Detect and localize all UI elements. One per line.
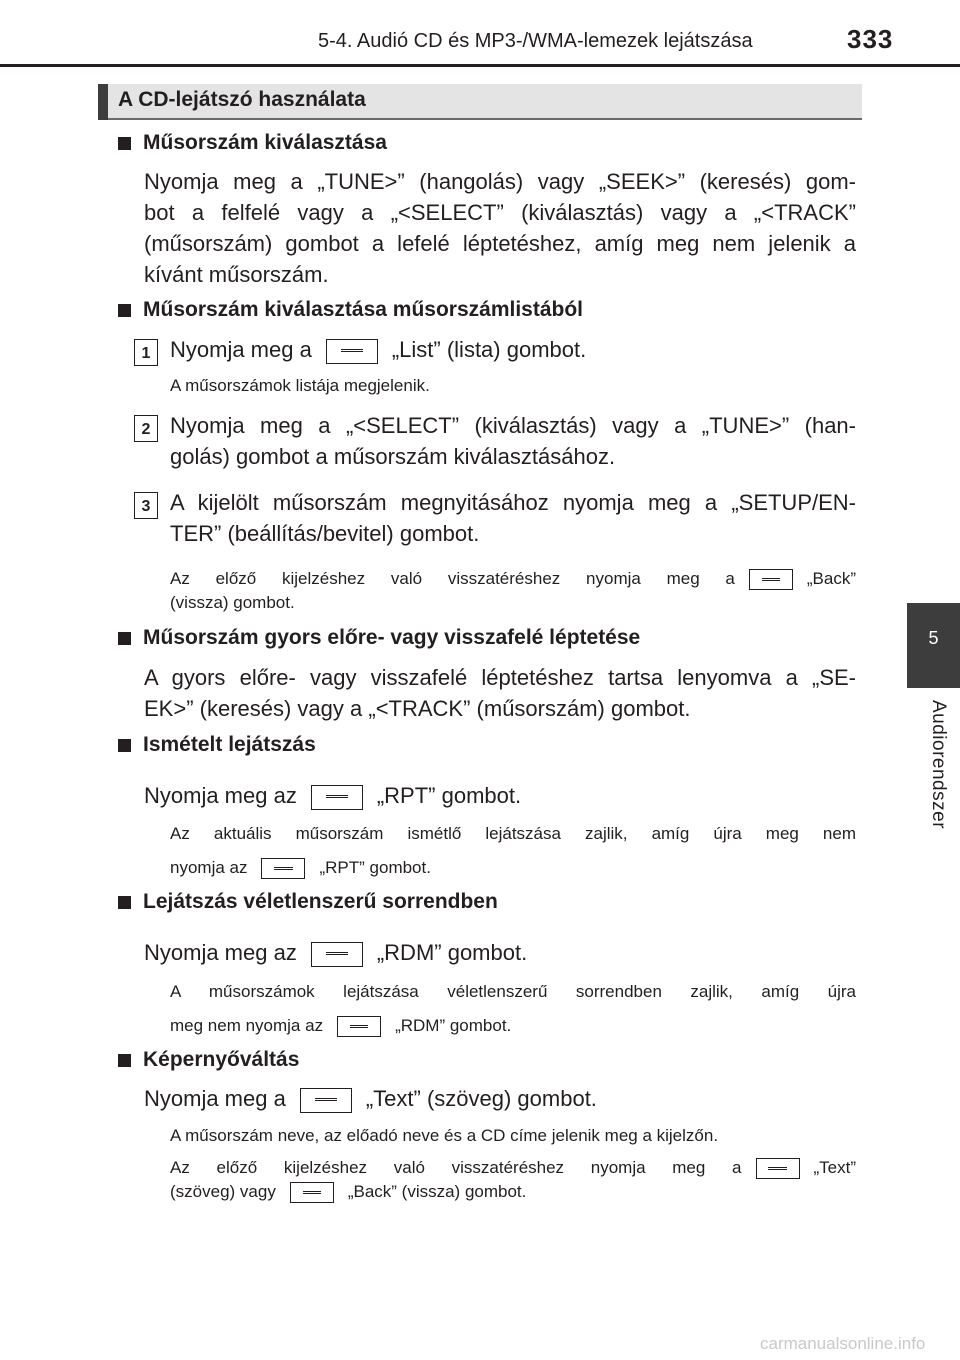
random-note (170, 980, 856, 1038)
subheading-track-select (118, 131, 387, 155)
text-line: A műsorszám neve, az előadó neve és a CD címe jelenik meg a kijelzőn. (170, 1126, 719, 1145)
text-line: (vissza) gombot. (170, 593, 295, 612)
bullet-square-icon (118, 632, 131, 645)
text-run: nyomja az (170, 858, 248, 877)
section-heading-bar (98, 84, 862, 120)
bullet-square-icon (118, 739, 131, 752)
chapter-tab-label: Audiorendszer (928, 700, 949, 830)
text-line: Nyomja meg a „TUNE>” (hangolás) vagy „SEEK>” (keresés) gom- (144, 169, 856, 194)
page-header (0, 0, 960, 70)
text-run: „List” (lista) gombot. (391, 337, 587, 362)
text-line: EK>” (keresés) vagy a „<TRACK” (műsorszám) gombot. (144, 696, 691, 721)
screen-instruction (144, 1083, 856, 1114)
rpt-button-icon (311, 785, 363, 810)
page-number: 333 (847, 24, 894, 54)
back-button-icon (749, 569, 793, 590)
text-line: TER” (beállítás/bevitel) gombot. (170, 521, 480, 546)
repeat-instruction (144, 780, 856, 811)
text-button-icon (300, 1088, 352, 1113)
back-button-icon (290, 1182, 334, 1203)
text-line: (műsorszám) gombot a lefelé léptetéshez, amíg meg nem jelenik a (144, 231, 856, 256)
subheading-text: Ismételt lejátszás (143, 733, 316, 756)
rpt-button-icon (261, 858, 305, 879)
step-3-text (170, 487, 856, 549)
text-run: „Back” (806, 569, 856, 588)
subheading-random (118, 890, 498, 914)
step-2-text (170, 410, 856, 472)
text-run: Nyomja meg az (144, 940, 297, 965)
text-run: Nyomja meg a (144, 1086, 286, 1111)
list-button-icon (326, 339, 378, 364)
step-3-note (170, 567, 856, 615)
screen-note (170, 1124, 856, 1204)
watermark: carmanualsonline.info (760, 1334, 926, 1353)
text-line: A műsorszámok listája megjelenik. (170, 376, 430, 395)
text-line: A gyors előre- vagy visszafelé léptetéshez tartsa lenyomva a „SE- (144, 665, 856, 690)
text-line: bot a felfelé vagy a „<SELECT” (kiválasztás) vagy a „<TRACK” (144, 200, 856, 225)
subheading-repeat (118, 733, 316, 757)
rdm-button-icon (337, 1016, 381, 1037)
bullet-square-icon (118, 137, 131, 150)
text-run: Nyomja meg a (170, 337, 312, 362)
text-line: golás) gombot a műsorszám kiválasztásához. (170, 444, 616, 469)
text-run: meg nem nyomja az (170, 1016, 324, 1035)
step-number-1: 1 (134, 339, 158, 366)
section-title: A CD-lejátszó használata (118, 88, 366, 111)
text-line: A műsorszámok lejátszása véletlenszerű sorrendben zajlik, amíg újra (170, 982, 856, 1001)
text-line: Az aktuális műsorszám ismétlő lejátszása zajlik, amíg újra meg nem (170, 824, 856, 843)
rdm-button-icon (311, 942, 363, 967)
chapter-tab: 5 (907, 603, 960, 688)
text-line: A kijelölt műsorszám megnyitásához nyomja meg a „SETUP/EN- (170, 490, 856, 515)
text-run: „RDM” gombot. (395, 1016, 512, 1035)
repeat-note (170, 822, 856, 880)
header-rule (0, 64, 960, 67)
track-select-paragraph (144, 166, 856, 290)
chapter-title: 5-4. Audió CD és MP3-/WMA-lemezek lejátszása (318, 30, 753, 52)
text-run: „RDM” gombot. (376, 940, 528, 965)
text-line: Nyomja meg a „<SELECT” (kiválasztás) vagy a „TUNE>” (han- (170, 413, 856, 438)
text-run: (szöveg) vagy (170, 1182, 276, 1201)
text-run: „Text” (szöveg) gombot. (365, 1086, 597, 1111)
bullet-square-icon (118, 896, 131, 909)
subheading-text: Lejátszás véletlenszerű sorrendben (143, 890, 498, 913)
text-run: „RPT” gombot. (376, 783, 522, 808)
subheading-text: Műsorszám kiválasztása (143, 131, 387, 154)
subheading-text: Műsorszám gyors előre- vagy visszafelé léptetése (143, 626, 641, 649)
subheading-screen (118, 1048, 299, 1072)
subheading-fast (118, 626, 640, 650)
text-run: „Text” (813, 1158, 856, 1177)
step-number-2: 2 (134, 415, 158, 442)
bullet-square-icon (118, 304, 131, 317)
text-run: „Back” (vissza) gombot. (347, 1182, 527, 1201)
text-run: Az előző kijelzéshez való visszatéréshez nyomja meg a (170, 1158, 742, 1177)
text-line: kívánt műsorszám. (144, 262, 329, 287)
step-number-3: 3 (134, 492, 158, 519)
step-1-text (170, 334, 856, 365)
text-run: Az előző kijelzéshez való visszatéréshez nyomja meg a (170, 569, 735, 588)
bullet-square-icon (118, 1054, 131, 1067)
fast-paragraph (144, 662, 856, 724)
text-button-icon (756, 1158, 800, 1179)
subheading-track-list (118, 298, 583, 322)
text-run: Nyomja meg az (144, 783, 297, 808)
step-1-note (170, 374, 856, 398)
random-instruction (144, 937, 856, 968)
text-run: „RPT” gombot. (319, 858, 431, 877)
subheading-text: Műsorszám kiválasztása műsorszámlistából (143, 298, 584, 321)
subheading-text: Képernyőváltás (143, 1048, 300, 1071)
